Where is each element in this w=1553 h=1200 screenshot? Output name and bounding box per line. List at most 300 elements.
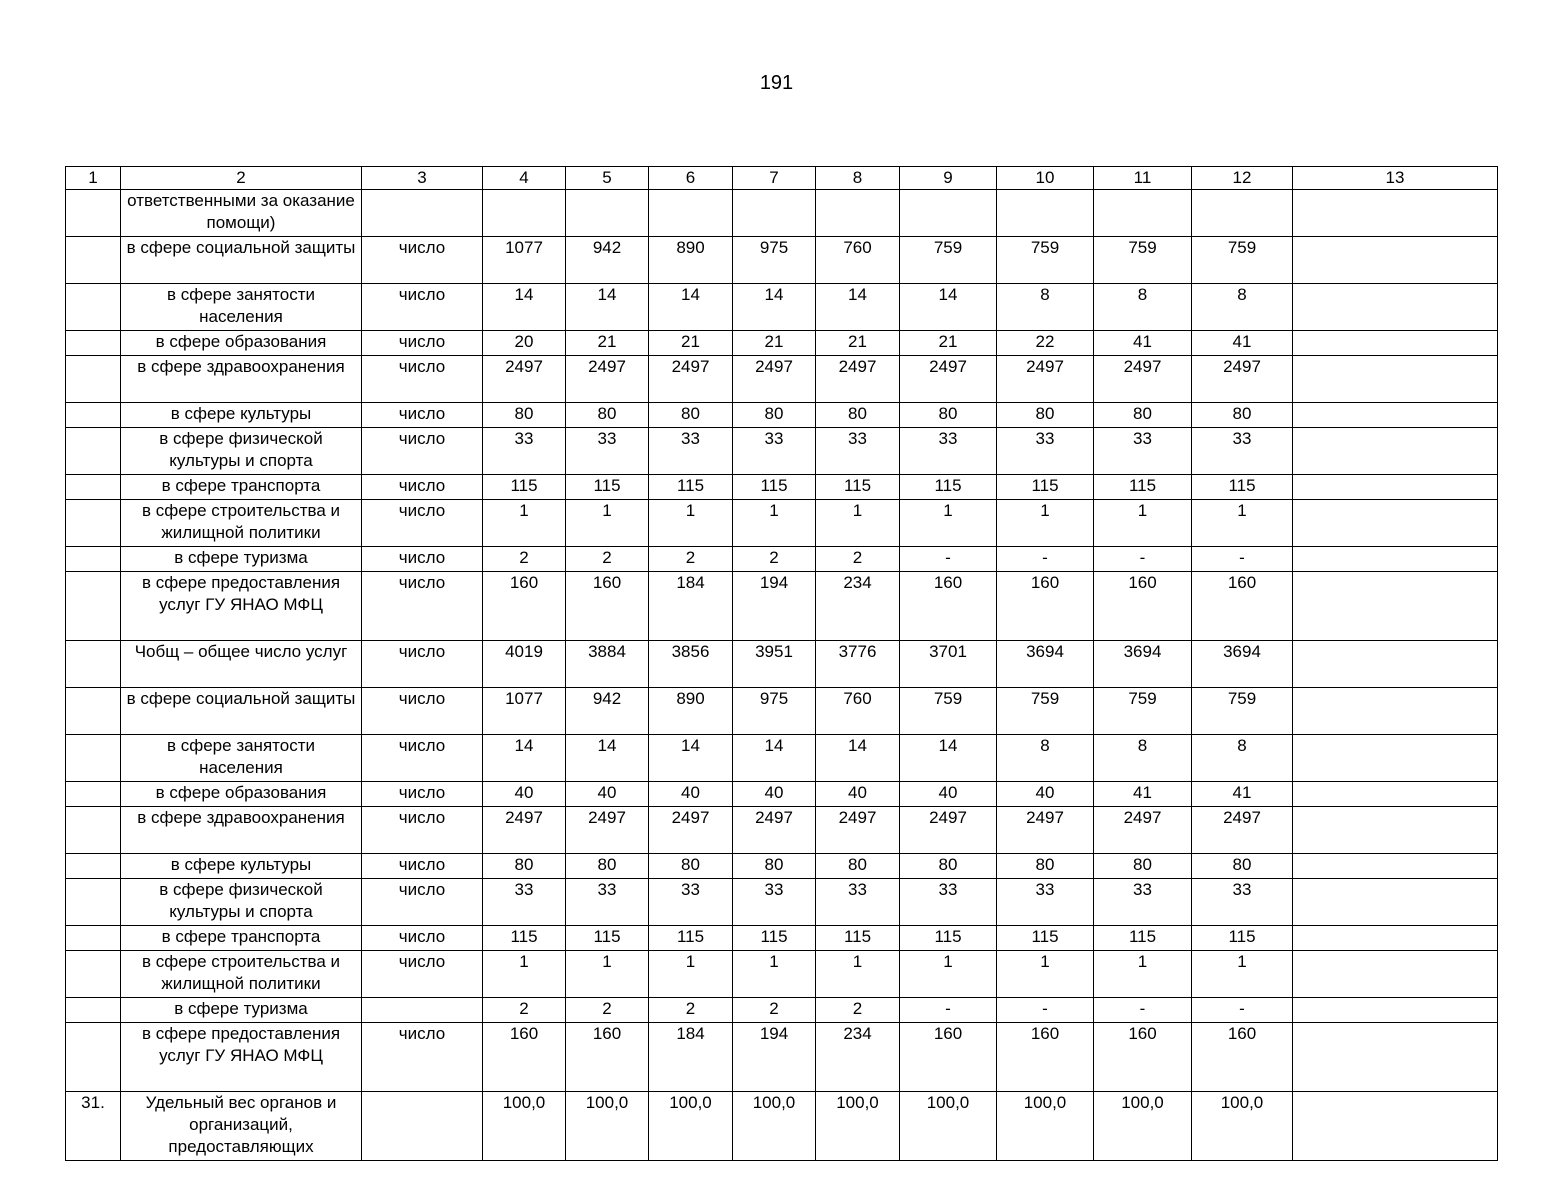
value-cell: 1 — [1094, 500, 1192, 547]
value-cell: 160 — [900, 1023, 997, 1092]
table-row — [66, 998, 1498, 1023]
header-cell: 11 — [1094, 167, 1192, 190]
table-row — [66, 237, 1498, 284]
indicator-name-cell: в сфере занятости населения — [121, 735, 362, 782]
indicator-name-cell: в сфере здравоохранения — [121, 807, 362, 854]
table-row — [66, 807, 1498, 854]
unit-cell: число — [362, 284, 483, 331]
value-cell: 2 — [483, 547, 566, 572]
value-cell: 115 — [816, 475, 900, 500]
note-cell — [1293, 807, 1498, 854]
header-cell: 13 — [1293, 167, 1498, 190]
value-cell: 14 — [566, 284, 649, 331]
table-row — [66, 475, 1498, 500]
value-cell: 3694 — [997, 641, 1094, 688]
indicator-name-cell: Чобщ – общее число услуг — [121, 641, 362, 688]
value-cell: 33 — [649, 428, 733, 475]
unit-cell: число — [362, 237, 483, 284]
row-number-cell — [66, 951, 121, 998]
table-row — [66, 879, 1498, 926]
note-cell — [1293, 190, 1498, 237]
value-cell: 33 — [816, 428, 900, 475]
value-cell: 2497 — [649, 356, 733, 403]
unit-cell: число — [362, 1023, 483, 1092]
unit-cell: число — [362, 951, 483, 998]
value-cell: 160 — [1192, 572, 1293, 641]
table-row — [66, 403, 1498, 428]
value-cell: 760 — [816, 237, 900, 284]
value-cell: 21 — [649, 331, 733, 356]
value-cell: 2497 — [566, 807, 649, 854]
value-cell: 33 — [997, 879, 1094, 926]
value-cell: 2 — [566, 998, 649, 1023]
row-number-cell — [66, 403, 121, 428]
value-cell: 14 — [649, 735, 733, 782]
unit-cell: число — [362, 500, 483, 547]
value-cell: 33 — [566, 879, 649, 926]
value-cell: 115 — [483, 475, 566, 500]
value-cell: 1 — [816, 500, 900, 547]
row-number-cell — [66, 641, 121, 688]
row-number-cell — [66, 688, 121, 735]
value-cell — [1192, 190, 1293, 237]
value-cell: 8 — [1094, 735, 1192, 782]
note-cell — [1293, 284, 1498, 331]
value-cell: 2497 — [649, 807, 733, 854]
value-cell: 160 — [1094, 1023, 1192, 1092]
unit-cell: число — [362, 807, 483, 854]
value-cell: 160 — [483, 572, 566, 641]
value-cell: 2 — [816, 547, 900, 572]
value-cell: 14 — [900, 735, 997, 782]
value-cell: 33 — [816, 879, 900, 926]
value-cell: 20 — [483, 331, 566, 356]
value-cell: 100,0 — [1192, 1092, 1293, 1161]
table-row — [66, 428, 1498, 475]
table-row — [66, 331, 1498, 356]
value-cell: 1 — [997, 500, 1094, 547]
row-number-cell — [66, 572, 121, 641]
header-cell: 10 — [997, 167, 1094, 190]
unit-cell: число — [362, 572, 483, 641]
note-cell — [1293, 688, 1498, 735]
value-cell: 8 — [1192, 735, 1293, 782]
value-cell: 2497 — [900, 356, 997, 403]
value-cell: 759 — [997, 688, 1094, 735]
note-cell — [1293, 782, 1498, 807]
value-cell: 115 — [566, 926, 649, 951]
value-cell — [649, 190, 733, 237]
value-cell: 890 — [649, 688, 733, 735]
value-cell: 1 — [733, 500, 816, 547]
value-cell: 942 — [566, 688, 649, 735]
value-cell: 1 — [649, 500, 733, 547]
indicator-name-cell: в сфере туризма — [121, 547, 362, 572]
value-cell: 1077 — [483, 688, 566, 735]
value-cell: - — [1192, 547, 1293, 572]
value-cell: 80 — [1094, 403, 1192, 428]
indicator-name-cell: в сфере физической культуры и спорта — [121, 428, 362, 475]
value-cell: 2 — [483, 998, 566, 1023]
header-cell: 6 — [649, 167, 733, 190]
value-cell: 100,0 — [1094, 1092, 1192, 1161]
value-cell: 759 — [997, 237, 1094, 284]
value-cell: 40 — [733, 782, 816, 807]
row-number-cell — [66, 284, 121, 331]
value-cell: 14 — [566, 735, 649, 782]
value-cell: 40 — [483, 782, 566, 807]
header-cell: 3 — [362, 167, 483, 190]
header-cell: 2 — [121, 167, 362, 190]
value-cell: 759 — [1192, 688, 1293, 735]
indicator-name-cell: в сфере строительства и жилищной политики — [121, 500, 362, 547]
table-row — [66, 500, 1498, 547]
indicator-name-cell: в сфере культуры — [121, 854, 362, 879]
value-cell: 33 — [1094, 879, 1192, 926]
value-cell: 1 — [566, 500, 649, 547]
header-cell: 1 — [66, 167, 121, 190]
value-cell: 3694 — [1192, 641, 1293, 688]
value-cell: 40 — [900, 782, 997, 807]
value-cell: 40 — [816, 782, 900, 807]
value-cell: 184 — [649, 572, 733, 641]
indicator-name-cell: в сфере социальной защиты — [121, 688, 362, 735]
header-row — [66, 167, 1498, 190]
value-cell: 100,0 — [997, 1092, 1094, 1161]
value-cell: 2 — [733, 547, 816, 572]
value-cell: 115 — [733, 475, 816, 500]
value-cell: 100,0 — [483, 1092, 566, 1161]
value-cell: 160 — [997, 1023, 1094, 1092]
value-cell: 115 — [1192, 475, 1293, 500]
value-cell: 41 — [1192, 782, 1293, 807]
value-cell: 160 — [1094, 572, 1192, 641]
value-cell: 160 — [1192, 1023, 1293, 1092]
unit-cell: число — [362, 854, 483, 879]
value-cell: 2497 — [1192, 807, 1293, 854]
value-cell: 14 — [816, 735, 900, 782]
header-cell: 4 — [483, 167, 566, 190]
value-cell: 160 — [900, 572, 997, 641]
value-cell: 80 — [566, 403, 649, 428]
value-cell: 80 — [483, 854, 566, 879]
value-cell: 2 — [649, 547, 733, 572]
unit-cell — [362, 1092, 483, 1161]
value-cell: 3694 — [1094, 641, 1192, 688]
value-cell: 2497 — [816, 807, 900, 854]
row-number-cell — [66, 735, 121, 782]
value-cell: 33 — [733, 879, 816, 926]
unit-cell: число — [362, 403, 483, 428]
value-cell: 8 — [997, 735, 1094, 782]
value-cell: 760 — [816, 688, 900, 735]
value-cell: 3776 — [816, 641, 900, 688]
value-cell: 2 — [816, 998, 900, 1023]
value-cell: 80 — [649, 403, 733, 428]
value-cell: 975 — [733, 237, 816, 284]
table-row — [66, 641, 1498, 688]
value-cell: 1 — [900, 500, 997, 547]
value-cell: 33 — [566, 428, 649, 475]
unit-cell — [362, 998, 483, 1023]
indicator-name-cell: в сфере предоставления услуг ГУ ЯНАО МФЦ — [121, 1023, 362, 1092]
value-cell: 115 — [733, 926, 816, 951]
value-cell: 115 — [1192, 926, 1293, 951]
value-cell: 3951 — [733, 641, 816, 688]
value-cell: 975 — [733, 688, 816, 735]
value-cell: 2 — [566, 547, 649, 572]
table-row — [66, 547, 1498, 572]
value-cell: 40 — [566, 782, 649, 807]
value-cell: 14 — [733, 735, 816, 782]
value-cell: 80 — [733, 854, 816, 879]
value-cell: 160 — [566, 572, 649, 641]
indicator-name-cell: Удельный вес органов и организаций, предоставляющих — [121, 1092, 362, 1161]
indicator-name-cell: в сфере образования — [121, 782, 362, 807]
value-cell: 115 — [900, 926, 997, 951]
table-row — [66, 735, 1498, 782]
table-row — [66, 951, 1498, 998]
value-cell: 2497 — [1094, 807, 1192, 854]
value-cell: 33 — [649, 879, 733, 926]
indicator-name-cell: в сфере образования — [121, 331, 362, 356]
value-cell: 8 — [997, 284, 1094, 331]
value-cell: 115 — [483, 926, 566, 951]
note-cell — [1293, 572, 1498, 641]
value-cell: - — [1094, 998, 1192, 1023]
value-cell — [816, 190, 900, 237]
note-cell — [1293, 500, 1498, 547]
value-cell: 1 — [566, 951, 649, 998]
value-cell: 80 — [900, 403, 997, 428]
unit-cell: число — [362, 356, 483, 403]
value-cell: - — [997, 998, 1094, 1023]
value-cell: 1 — [1094, 951, 1192, 998]
value-cell: 33 — [1192, 879, 1293, 926]
value-cell — [483, 190, 566, 237]
value-cell — [733, 190, 816, 237]
indicator-name-cell: в сфере строительства и жилищной политики — [121, 951, 362, 998]
value-cell: 160 — [997, 572, 1094, 641]
value-cell: 234 — [816, 1023, 900, 1092]
value-cell — [1094, 190, 1192, 237]
value-cell: 80 — [566, 854, 649, 879]
value-cell: 33 — [1094, 428, 1192, 475]
value-cell: 759 — [900, 688, 997, 735]
value-cell: 115 — [816, 926, 900, 951]
row-number-cell — [66, 879, 121, 926]
table-row — [66, 356, 1498, 403]
value-cell: 80 — [1094, 854, 1192, 879]
value-cell: 80 — [483, 403, 566, 428]
row-number-cell — [66, 782, 121, 807]
value-cell: 14 — [816, 284, 900, 331]
indicator-name-cell: ответственными за оказание помощи) — [121, 190, 362, 237]
value-cell: 1 — [483, 500, 566, 547]
value-cell: 3701 — [900, 641, 997, 688]
note-cell — [1293, 547, 1498, 572]
value-cell: 2 — [733, 998, 816, 1023]
note-cell — [1293, 403, 1498, 428]
value-cell: 33 — [900, 879, 997, 926]
value-cell: 21 — [733, 331, 816, 356]
table-row — [66, 688, 1498, 735]
header-cell: 12 — [1192, 167, 1293, 190]
row-number-cell — [66, 237, 121, 284]
value-cell: 33 — [900, 428, 997, 475]
value-cell: 41 — [1192, 331, 1293, 356]
value-cell: - — [1094, 547, 1192, 572]
page-number: 191 — [759, 72, 794, 94]
row-number-cell — [66, 356, 121, 403]
table-row — [66, 284, 1498, 331]
value-cell: 33 — [1192, 428, 1293, 475]
value-cell: 41 — [1094, 782, 1192, 807]
value-cell: 14 — [900, 284, 997, 331]
unit-cell: число — [362, 688, 483, 735]
value-cell: 80 — [816, 854, 900, 879]
value-cell: 2497 — [816, 356, 900, 403]
value-cell: 759 — [1094, 237, 1192, 284]
note-cell — [1293, 237, 1498, 284]
note-cell — [1293, 331, 1498, 356]
value-cell: 8 — [1094, 284, 1192, 331]
indicator-name-cell: в сфере предоставления услуг ГУ ЯНАО МФЦ — [121, 572, 362, 641]
value-cell: 8 — [1192, 284, 1293, 331]
indicator-name-cell: в сфере здравоохранения — [121, 356, 362, 403]
value-cell: 194 — [733, 1023, 816, 1092]
header-cell: 9 — [900, 167, 997, 190]
value-cell: 759 — [900, 237, 997, 284]
value-cell: 40 — [997, 782, 1094, 807]
row-number-cell — [66, 547, 121, 572]
value-cell: 3884 — [566, 641, 649, 688]
unit-cell: число — [362, 475, 483, 500]
value-cell: 100,0 — [649, 1092, 733, 1161]
table-row — [66, 1023, 1498, 1092]
note-cell — [1293, 1023, 1498, 1092]
value-cell: 2497 — [566, 356, 649, 403]
value-cell: 115 — [649, 475, 733, 500]
value-cell: 80 — [649, 854, 733, 879]
value-cell: 33 — [483, 879, 566, 926]
unit-cell — [362, 190, 483, 237]
value-cell: 100,0 — [733, 1092, 816, 1161]
value-cell: 115 — [997, 926, 1094, 951]
value-cell — [997, 190, 1094, 237]
value-cell: 2497 — [1192, 356, 1293, 403]
value-cell: 2497 — [733, 807, 816, 854]
note-cell — [1293, 735, 1498, 782]
indicator-name-cell: в сфере транспорта — [121, 926, 362, 951]
value-cell: 115 — [900, 475, 997, 500]
table-row — [66, 190, 1498, 237]
note-cell — [1293, 879, 1498, 926]
indicator-name-cell: в сфере социальной защиты — [121, 237, 362, 284]
value-cell: 2497 — [997, 356, 1094, 403]
row-number-cell — [66, 500, 121, 547]
value-cell: 80 — [733, 403, 816, 428]
value-cell: 160 — [483, 1023, 566, 1092]
value-cell: 100,0 — [900, 1092, 997, 1161]
table-row — [66, 854, 1498, 879]
row-number-cell — [66, 854, 121, 879]
value-cell: 2 — [649, 998, 733, 1023]
value-cell: 942 — [566, 237, 649, 284]
value-cell: 80 — [1192, 403, 1293, 428]
value-cell: 2497 — [900, 807, 997, 854]
unit-cell: число — [362, 782, 483, 807]
indicator-name-cell: в сфере транспорта — [121, 475, 362, 500]
note-cell — [1293, 926, 1498, 951]
value-cell: 33 — [997, 428, 1094, 475]
value-cell: 41 — [1094, 331, 1192, 356]
unit-cell: число — [362, 735, 483, 782]
value-cell: 3856 — [649, 641, 733, 688]
value-cell: 80 — [900, 854, 997, 879]
indicator-name-cell: в сфере культуры — [121, 403, 362, 428]
value-cell: 115 — [566, 475, 649, 500]
data-table — [65, 166, 1498, 1161]
note-cell — [1293, 1092, 1498, 1161]
value-cell: 890 — [649, 237, 733, 284]
note-cell — [1293, 854, 1498, 879]
unit-cell: число — [362, 331, 483, 356]
value-cell: 4019 — [483, 641, 566, 688]
value-cell: 21 — [566, 331, 649, 356]
value-cell: 194 — [733, 572, 816, 641]
value-cell: - — [997, 547, 1094, 572]
indicator-name-cell: в сфере занятости населения — [121, 284, 362, 331]
value-cell: 115 — [1094, 475, 1192, 500]
value-cell: 1 — [997, 951, 1094, 998]
value-cell: 80 — [1192, 854, 1293, 879]
value-cell: 184 — [649, 1023, 733, 1092]
table-row — [66, 1092, 1498, 1161]
row-number-cell: 31. — [66, 1092, 121, 1161]
table-row — [66, 926, 1498, 951]
row-number-cell — [66, 331, 121, 356]
value-cell: 14 — [649, 284, 733, 331]
value-cell: - — [900, 547, 997, 572]
indicator-name-cell: в сфере туризма — [121, 998, 362, 1023]
value-cell: 2497 — [997, 807, 1094, 854]
value-cell: 14 — [483, 735, 566, 782]
value-cell: - — [1192, 998, 1293, 1023]
header-cell: 5 — [566, 167, 649, 190]
row-number-cell — [66, 807, 121, 854]
note-cell — [1293, 951, 1498, 998]
value-cell: 1 — [649, 951, 733, 998]
value-cell: 2497 — [483, 356, 566, 403]
value-cell: 115 — [997, 475, 1094, 500]
note-cell — [1293, 641, 1498, 688]
value-cell: 14 — [733, 284, 816, 331]
value-cell: 14 — [483, 284, 566, 331]
table-row — [66, 572, 1498, 641]
value-cell: 40 — [649, 782, 733, 807]
value-cell: 1 — [816, 951, 900, 998]
value-cell: 1 — [1192, 951, 1293, 998]
value-cell: 1 — [900, 951, 997, 998]
unit-cell: число — [362, 641, 483, 688]
value-cell: 2497 — [733, 356, 816, 403]
row-number-cell — [66, 475, 121, 500]
value-cell: 759 — [1192, 237, 1293, 284]
value-cell: 100,0 — [566, 1092, 649, 1161]
unit-cell: число — [362, 926, 483, 951]
value-cell: 100,0 — [816, 1092, 900, 1161]
